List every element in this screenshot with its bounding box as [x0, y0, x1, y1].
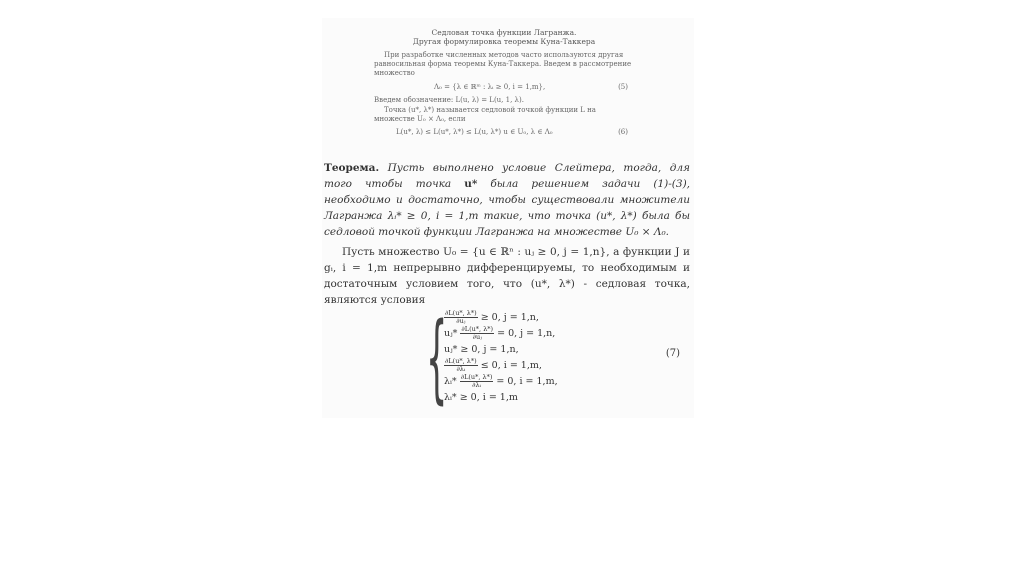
theorem-paragraph: [324, 160, 690, 240]
fraction: $\frac{\partial L(u*, \lambda*)}{\text{∂λᵢ}}$: [460, 373, 493, 389]
fraction: $\frac{\partial L(u*, \lambda*)}{\text{∂uⱼ}}$: [445, 309, 477, 325]
conditions-paragraph: Пусть множество U₀ = {u ∈ ℝⁿ : uⱼ ≥ 0, j = 1,n}, а функции J и gᵢ, i = 1,m непрерывно дифференцируемы, то необходимым и достаточным условием того, что (u*, λ*) - седловая точка, являются условия: [324, 246, 690, 306]
theorem-text-2: была решением задачи (1)-(3), необходимо и достаточно, чтобы существовали множители Лагранжа λᵢ* ≥ 0, i = 1,m такие, что точка (u*, λ*) была бы седловой точкой функции Лагранжа на множестве U₀ × Λ₀.: [324, 178, 690, 238]
section-title-line-2: Другая формулировка теоремы Куна-Таккера: [412, 37, 596, 46]
equation-number-7: (7): [665, 348, 680, 359]
fraction: $\frac{\partial L(u*, \lambda*)}{\text{∂λᵢ}}$: [445, 357, 477, 373]
kkt-system: [324, 302, 690, 414]
document-page: [322, 18, 694, 418]
system-equations: [444, 310, 558, 406]
intro-paragraph: При разработке численных методов часто используются другая равносильная форма теоремы Куна-Таккера. Введем в рассмотрение множество: [374, 51, 632, 78]
formula-6-number: (6): [618, 128, 628, 137]
theorem-text-1: Пусть выполнено условие Слейтера, тогда, для того чтобы точка: [324, 162, 690, 190]
formula-6: [374, 128, 634, 137]
equation-5: λᵢ* $\frac{\partial L(u*, \lambda*)}{\text{∂λᵢ}}$ = 0, i = 1,m,: [444, 373, 558, 389]
formula-6-body: L(u*, λ) ≤ L(u*, λ*) ≤ L(u, λ*) u ∈ U₀, λ ∈ Λ₀: [396, 128, 553, 137]
main-text: [324, 160, 690, 414]
equation-1: $\frac{\partial L(u*, \lambda*)}{\text{∂uⱼ}}$ ≥ 0, j = 1,n,: [445, 309, 539, 325]
fraction: $\frac{\partial L(u*, \lambda*)}{\text{∂uⱼ}}$: [461, 325, 494, 341]
scanned-header-block: [374, 28, 634, 142]
formula-5-body: Λ₀ = {λ ∈ ℝᵐ : λᵢ ≥ 0, i = 1,m},: [434, 82, 546, 91]
equation-3: uⱼ* ≥ 0, j = 1,n,: [444, 344, 519, 355]
theorem-head: Теорема.: [324, 162, 380, 174]
section-title-line-1: Седловая точка функции Лагранжа.: [431, 28, 577, 37]
notation-line: Введем обозначение: L(u, λ) = L(u, 1, λ).: [374, 95, 524, 104]
left-brace: {: [426, 302, 448, 414]
equation-6: λᵢ* ≥ 0, i = 1,m: [444, 392, 518, 403]
formula-5: [374, 83, 634, 92]
theorem-point: u*: [464, 178, 478, 190]
formula-5-number: (5): [618, 82, 628, 91]
equation-2: uⱼ* $\frac{\partial L(u*, \lambda*)}{\text{∂uⱼ}}$ = 0, j = 1,n,: [444, 325, 556, 341]
saddle-definition: Точка (u*, λ*) называется седловой точкой функции L на множестве U₀ × Λ₀, если: [374, 106, 596, 124]
equation-4: $\frac{\partial L(u*, \lambda*)}{\text{∂λᵢ}}$ ≤ 0, i = 1,m,: [445, 357, 542, 373]
